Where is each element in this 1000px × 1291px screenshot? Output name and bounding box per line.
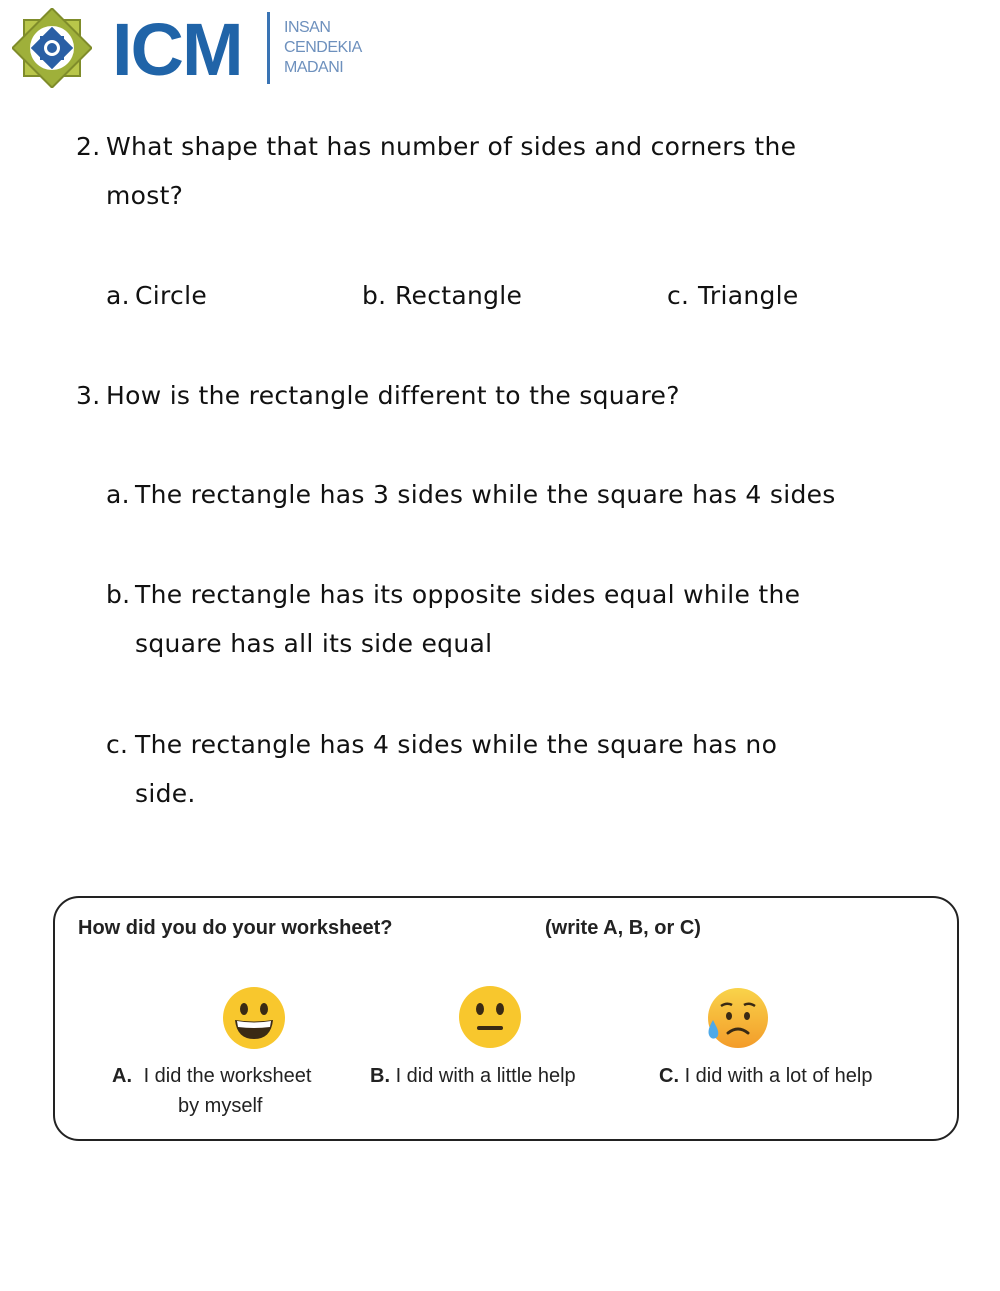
- choice-a-text: I did the worksheet: [143, 1065, 312, 1087]
- logo-subtitle-line: CENDEKIA: [284, 39, 362, 56]
- question-2-option-a-letter: a.: [106, 281, 130, 310]
- question-3-option-b-line2: square has all its side equal: [135, 629, 493, 658]
- question-2-option-c-letter: c.: [667, 281, 690, 310]
- choice-b: [370, 1061, 576, 1091]
- question-3-option-b-line1: The rectangle has its opposite sides equal while the: [135, 580, 801, 609]
- choice-c-text: I did with a lot of help: [684, 1065, 873, 1087]
- question-2-option-b-letter: b.: [362, 281, 387, 310]
- logo-subtitle-line: MADANI: [284, 59, 344, 76]
- grinning-face-icon: [221, 985, 287, 1051]
- question-2-option-c: Triangle: [698, 281, 799, 310]
- question-3-number: 3.: [76, 381, 101, 410]
- question-2-option-a: Circle: [135, 281, 208, 310]
- question-2-text-line2: most?: [106, 181, 184, 210]
- logo-divider: [267, 12, 270, 84]
- logo-subtitle-line: INSAN: [284, 19, 331, 36]
- star-emblem-icon: [12, 8, 92, 88]
- neutral-face-icon: [457, 984, 523, 1050]
- question-3-text: How is the rectangle different to the square?: [106, 381, 680, 410]
- question-3-option-a: The rectangle has 3 sides while the square has 4 sides: [135, 480, 836, 509]
- choice-b-letter: B.: [370, 1065, 390, 1087]
- choice-c: [659, 1061, 872, 1091]
- question-3-option-b-letter: b.: [106, 580, 131, 609]
- question-3-option-a-letter: a.: [106, 480, 130, 509]
- self-assessment-instruction: (write A, B, or C): [545, 917, 701, 939]
- logo-subtitle: [284, 18, 362, 78]
- choice-a: [112, 1061, 311, 1091]
- choice-b-text: I did with a little help: [395, 1065, 576, 1087]
- logo-wordmark: ICM: [112, 8, 242, 91]
- question-3-option-c-letter: c.: [106, 730, 129, 759]
- question-2-option-b: Rectangle: [395, 281, 523, 310]
- choice-a-text-line2: by myself: [178, 1095, 263, 1117]
- school-logo: [12, 8, 382, 91]
- choice-a-letter: A.: [112, 1065, 132, 1087]
- self-assessment-question: How did you do your worksheet?: [78, 917, 393, 939]
- sad-sweat-face-icon: [703, 986, 771, 1052]
- choice-c-letter: C.: [659, 1065, 679, 1087]
- question-3-option-c-line1: The rectangle has 4 sides while the square has no: [135, 730, 778, 759]
- question-3-option-c-line2: side.: [135, 779, 196, 808]
- question-2-number: 2.: [76, 132, 101, 161]
- question-2-text-line1: What shape that has number of sides and corners the: [106, 132, 797, 161]
